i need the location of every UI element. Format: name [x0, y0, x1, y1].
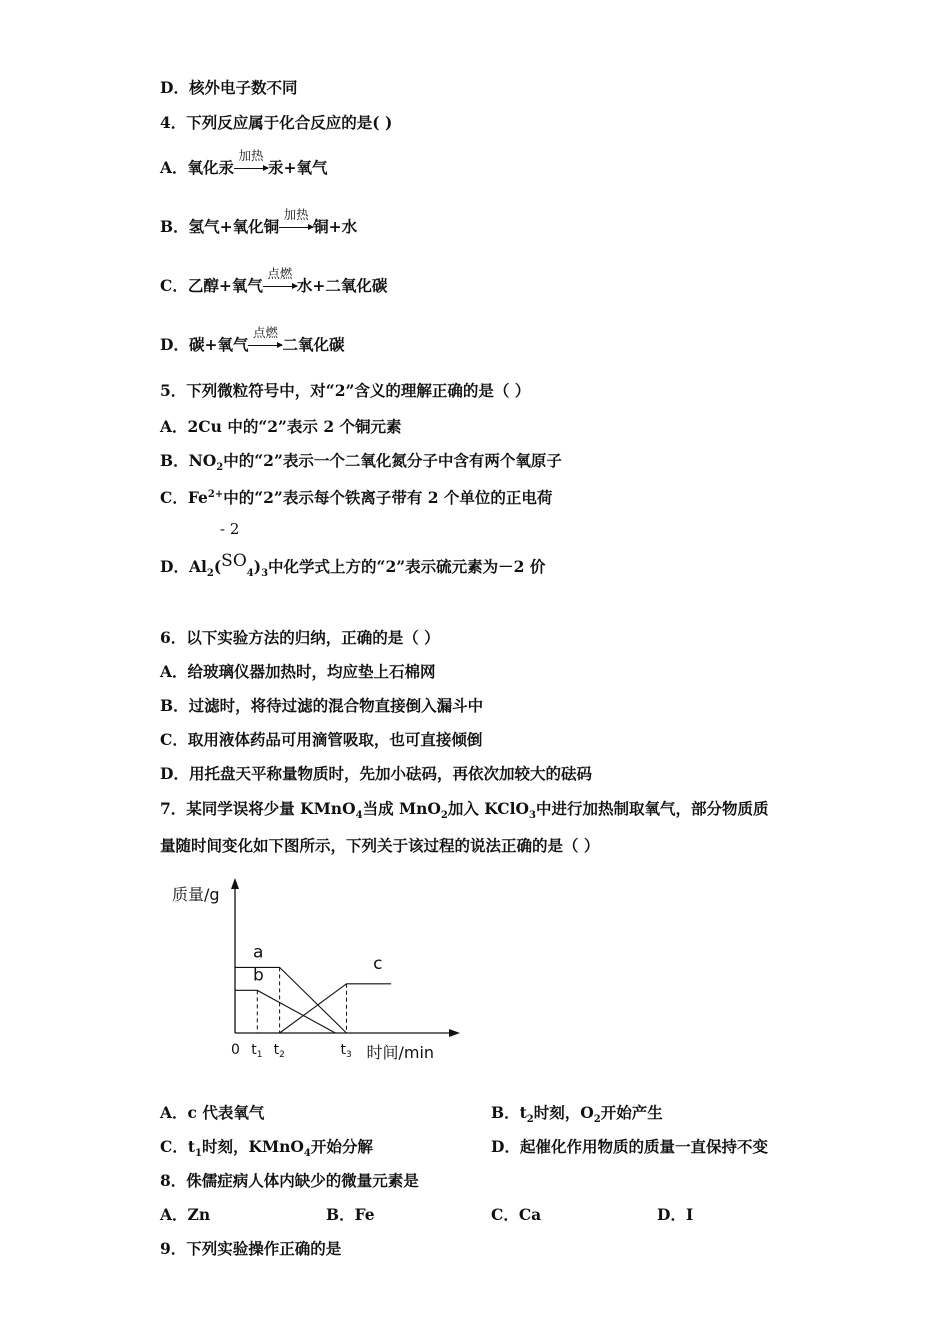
- reaction-arrow: 加热: [279, 218, 313, 238]
- q4-option-a: A．氧化汞 加热 汞+氧气: [160, 148, 328, 177]
- q8-option-b: B．Fe: [326, 1205, 375, 1224]
- q8-option-d: D．I: [657, 1205, 694, 1224]
- y-axis-arrowhead: [231, 878, 239, 889]
- series-a-line: [235, 967, 347, 1033]
- q7-mass-time-chart: [160, 870, 500, 1070]
- q4-stem: 4．下列反应属于化合反应的是( ): [160, 113, 393, 132]
- q5-option-d: D．$Al_2(SO_4)_3$中化学式上方的“2”表示硫元素为－2 价: [160, 551, 546, 580]
- x-tick-label-3: $t_3$: [340, 1042, 352, 1060]
- x-axis-arrowhead: [449, 1029, 460, 1037]
- series-label-b: b: [253, 965, 264, 986]
- q5-option-a: A．2Cu 中的“2”表示 2 个铜元素: [160, 417, 402, 436]
- q5-valence-mark: - 2: [220, 520, 240, 538]
- series-label-a: a: [253, 942, 264, 963]
- q4-option-b: B．氢气+氧化铜 加热 铜+水: [160, 207, 358, 236]
- origin-label: 0: [231, 1042, 240, 1058]
- q5-option-c: C．$Fe^{2+}$中的“2”表示每个铁离子带有 2 个单位的正电荷: [160, 488, 553, 508]
- series-b-line: [235, 990, 335, 1033]
- q7-option-d: D．起催化作用物质的质量一直保持不变: [491, 1137, 768, 1156]
- reaction-arrow: 点燃: [248, 336, 282, 356]
- q6-option-c: C．取用液体药品可用滴管吸取，也可直接倾倒: [160, 730, 483, 749]
- q6-option-a: A．给玻璃仪器加热时，均应垫上石棉网: [160, 662, 436, 681]
- q8-option-a: A．Zn: [160, 1205, 211, 1224]
- y-axis-label: 质量/g: [172, 885, 220, 904]
- q7-option-c: C．$t_1$时刻，KMnO$_4$开始分解: [160, 1137, 373, 1160]
- x-tick-label-2: $t_2$: [273, 1042, 285, 1060]
- x-axis-label: 时间/min: [366, 1043, 435, 1062]
- q5-stem: 5．下列微粒符号中，对“2”含义的理解正确的是（ ）: [160, 381, 531, 400]
- reaction-arrow: 点燃: [263, 277, 297, 297]
- q7-stem-line2: 量随时间变化如下图所示，下列关于该过程的说法正确的是（ ）: [160, 836, 600, 855]
- q7-option-b: B．$t_2$时刻，$O_2$开始产生: [491, 1103, 663, 1126]
- q7-option-a: A．c 代表氧气: [160, 1103, 265, 1122]
- q6-option-d: D．用托盘天平称量物质时，先加小砝码，再依次加较大的砝码: [160, 764, 592, 783]
- x-tick-label-1: $t_1$: [251, 1042, 263, 1060]
- series-c-line: [280, 984, 392, 1033]
- q6-stem: 6．以下实验方法的归纳，正确的是（ ）: [160, 628, 440, 647]
- q8-option-c: C．Ca: [491, 1205, 542, 1224]
- q3-option-d: D．核外电子数不同: [160, 78, 298, 97]
- q4-option-d: D．碳+氧气 点燃 二氧化碳: [160, 325, 345, 354]
- q9-stem: 9．下列实验操作正确的是: [160, 1239, 342, 1258]
- q4-option-c: C．乙醇+氧气 点燃 水+二氧化碳: [160, 266, 388, 295]
- reaction-arrow: 加热: [234, 159, 268, 179]
- q5-option-b: B．$NO_2$中的“2”表示一个二氧化氮分子中含有两个氧原子: [160, 451, 562, 474]
- q6-option-b: B．过滤时，将待过滤的混合物直接倒入漏斗中: [160, 696, 484, 715]
- q8-stem: 8．侏儒症病人体内缺少的微量元素是: [160, 1171, 419, 1190]
- series-label-c: c: [373, 953, 383, 974]
- q7-stem-line1: 7．某同学误将少量 KMnO$_4$当成 MnO$_2$加入 KClO$_3$中进行加热制取氧气，部分物质质: [160, 799, 769, 822]
